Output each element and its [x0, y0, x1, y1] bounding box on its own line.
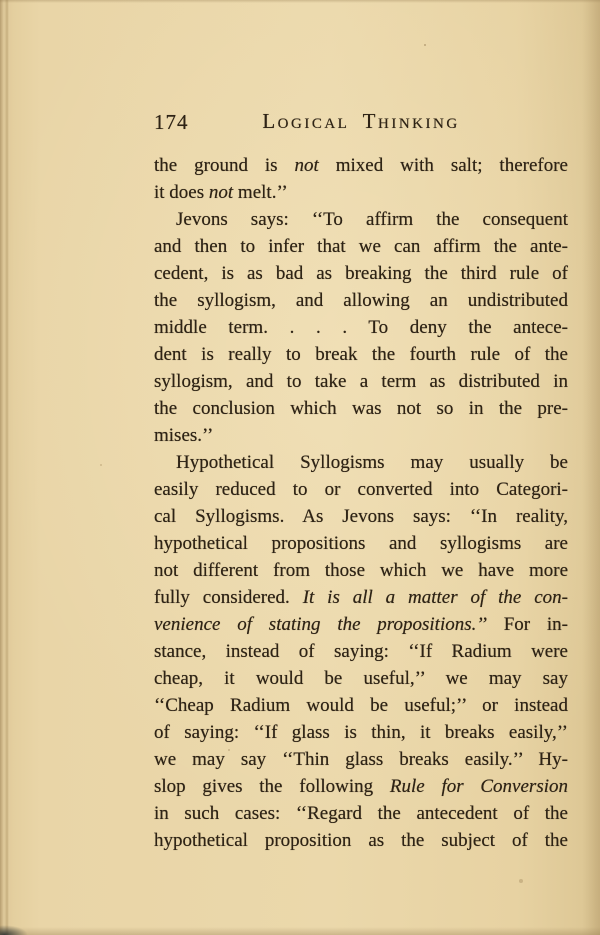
- text-line: cheap, it would be useful,’’ we may say: [154, 668, 568, 689]
- text-line: slop gives the following Rule for Conversion: [154, 776, 568, 797]
- page-body: [154, 152, 568, 854]
- page-edge-left: [0, 0, 12, 935]
- text-line: fully considered. It is all a matter of the con-: [154, 587, 568, 608]
- text-line: cal Syllogisms. As Jevons says: ‘‘In reality,: [154, 506, 568, 527]
- text-line: venience of stating the propositions.’’ For in-: [154, 614, 569, 635]
- text-line: not different from those which we have more: [154, 560, 568, 581]
- text-line: in such cases: ‘‘Regard the antecedent of the: [154, 803, 568, 824]
- text-line: dent is really to break the fourth rule of the: [154, 344, 568, 365]
- running-head: [152, 109, 570, 134]
- corner-shadow: [0, 925, 28, 935]
- text-line: the ground is not mixed with salt; therefore: [154, 155, 568, 176]
- paper-specks: [424, 44, 426, 46]
- text-line: and then to infer that we can affirm the ante-: [154, 236, 568, 257]
- text-line: easily reduced to or converted into Categori-: [154, 479, 568, 500]
- text-line: ‘‘Cheap Radium would be useful;’’ or instead: [154, 695, 568, 716]
- text-line: of saying: ‘‘If glass is thin, it breaks easily,’’: [154, 722, 568, 743]
- text-line: middle term. . . . To deny the antece-: [154, 317, 568, 338]
- text-line: the conclusion which was not so in the pre-: [154, 398, 568, 419]
- text-line: mises.’’: [154, 425, 214, 446]
- text-line: we may say ‘‘Thin glass breaks easily.’’ Hy-: [154, 749, 568, 770]
- text-line: cedent, is as bad as breaking the third rule of: [154, 263, 568, 284]
- page-edge-top: [0, 0, 600, 3]
- text-line: the syllogism, and allowing an undistributed: [154, 290, 568, 311]
- page-edge-bottom: [0, 927, 600, 935]
- text-line: it does not melt.’’: [154, 182, 288, 203]
- page-edge-right: [582, 0, 600, 935]
- text-line: Jevons says: ‘‘To affirm the consequent: [176, 209, 568, 230]
- page-number: 174: [154, 110, 189, 134]
- text-line: Hypothetical Syllogisms may usually be: [176, 452, 568, 473]
- text-line: hypothetical propositions and syllogisms are: [154, 533, 568, 554]
- text-line: syllogism, and to take a term as distributed in: [154, 371, 568, 392]
- text-line: hypothetical proposition as the subject of the: [154, 830, 568, 851]
- text-line: stance, instead of saying: ‘‘If Radium were: [154, 641, 568, 662]
- running-title: Logical Thinking: [262, 109, 460, 133]
